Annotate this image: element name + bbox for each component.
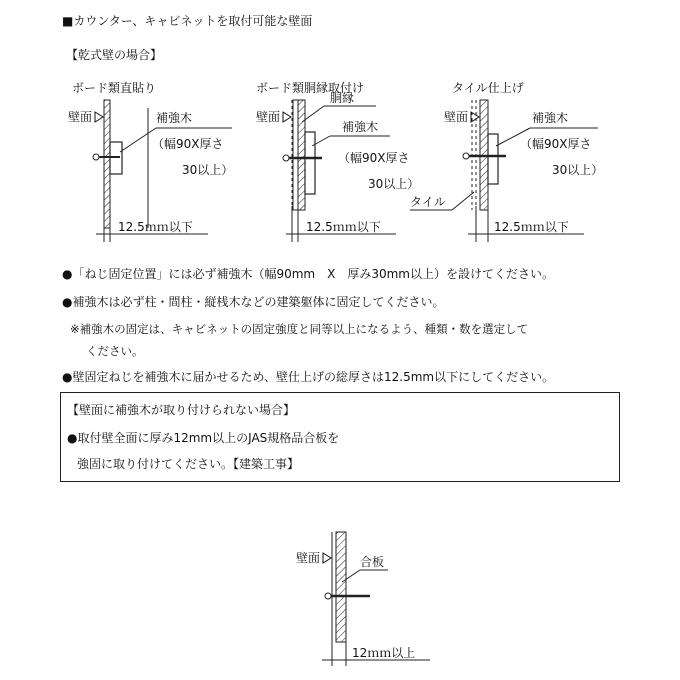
- diagram-1-dim: 12.5ｍｍ以下: [118, 220, 193, 234]
- tile-leader: [452, 192, 474, 210]
- bottom-dim: 12ｍｍ以上: [352, 646, 416, 660]
- screw-head: [463, 153, 469, 159]
- diagram-board-furring: [256, 80, 419, 242]
- screw-head: [325, 593, 331, 599]
- diagram-1-wall-label: 壁面: [68, 110, 93, 124]
- note-1: ●「ねじ固定位置」には必ず補強木（幅90mm X 厚み30mm以上）を設けてください。: [62, 267, 554, 281]
- diagram-3-wall-label: 壁面: [444, 110, 469, 124]
- diagram-2-dim: 12.5ｍｍ以下: [306, 220, 381, 234]
- diagram-2-size-2: 30以上）: [368, 177, 420, 191]
- plywood: [336, 532, 346, 642]
- diagram-3-size-2: 30以上）: [552, 163, 604, 177]
- stud-block: [488, 134, 498, 184]
- diagram-1-stud-label: 補強木: [156, 111, 193, 125]
- note-3-cont: ください。: [86, 344, 144, 358]
- wall-arrow-icon: [283, 112, 291, 122]
- note-4: ●壁固定ねじを補強木に届かせるため、壁仕上げの総厚さは12.5mm以下にしてください。: [62, 370, 555, 384]
- screw-head: [283, 155, 289, 161]
- box-line-1: ●取付壁全面に厚み12mm以上のJAS規格品合板を: [67, 431, 340, 445]
- wall-arrow-icon: [323, 553, 331, 563]
- diagram-2-stud-label: 補強木: [342, 120, 379, 134]
- section-title: 【乾式壁の場合】: [66, 48, 163, 62]
- diagram-3-size-1: （幅90X厚さ: [520, 137, 592, 151]
- board: [104, 100, 110, 228]
- furring-strip: [298, 100, 305, 210]
- diagram-3-dim: 12.5ｍｍ以下: [494, 220, 569, 234]
- diagram-2-furring-label: 胴縁: [330, 91, 355, 105]
- stud-leader: [120, 128, 156, 152]
- diagram-1-size-2: 30以上）: [182, 163, 234, 177]
- note-2: ●補強木は必ず柱・間柱・縦桟木などの建築躯体に固定してください。: [62, 295, 445, 309]
- box-title: 【壁面に補強木が取り付けられない場合】: [67, 403, 296, 417]
- diagram-1-size-1: （幅90X厚さ: [152, 137, 224, 151]
- page-title: ■カウンター、キャビネットを取付可能な壁面: [62, 14, 313, 28]
- stud-block: [305, 132, 315, 194]
- diagram-3-tile-label: タイル: [410, 195, 446, 209]
- board: [293, 100, 298, 210]
- diagram-2-title: ボード類胴縁取付け: [256, 81, 365, 95]
- diagram-3-title: タイル仕上げ: [452, 81, 524, 95]
- diagram-2-wall-label: 壁面: [256, 110, 281, 124]
- bottom-plywood-label: 合板: [360, 555, 385, 569]
- wall-arrow-icon: [95, 112, 103, 122]
- screw-head: [93, 154, 99, 160]
- diagram-2-size-1: （幅90X厚さ: [338, 151, 410, 165]
- diagram-tile: [410, 80, 603, 242]
- diagram-plywood: [296, 532, 430, 666]
- bottom-wall-label: 壁面: [296, 551, 321, 565]
- diagram-3-stud-label: 補強木: [532, 111, 569, 125]
- note-3: ※補強木の固定は、キャビネットの固定強度と同等以上になるよう、種類・数を選定して: [70, 322, 529, 336]
- box-line-2: 強固に取り付けてください。【建築工事】: [77, 457, 300, 471]
- diagram-1-title: ボード類直貼り: [72, 81, 157, 95]
- diagram-board-direct: [68, 80, 233, 242]
